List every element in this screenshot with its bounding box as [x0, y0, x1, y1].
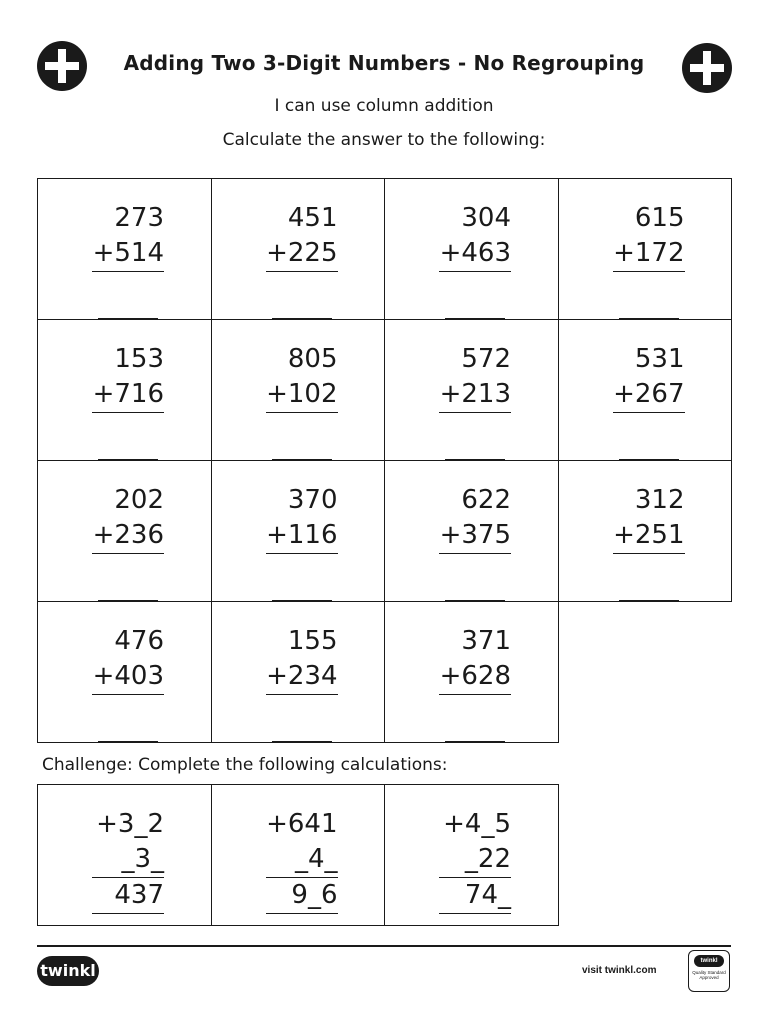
addend-top: 304	[461, 203, 511, 233]
addend-top: 202	[114, 485, 164, 515]
answer-line[interactable]	[98, 554, 158, 601]
problem-cell	[211, 320, 385, 461]
addend-bottom: +628	[439, 659, 511, 695]
challenge-middle[interactable]: _3_	[92, 842, 164, 878]
answer-line[interactable]	[98, 413, 158, 460]
problem-cell	[558, 461, 732, 602]
problem-cell	[38, 179, 212, 320]
addend-bottom: +463	[439, 236, 511, 272]
answer-line[interactable]	[272, 413, 332, 460]
twinkl-logo[interactable]: twinkl	[37, 956, 99, 986]
addend-top: 273	[114, 203, 164, 233]
problem-cell	[385, 461, 559, 602]
addend-top: 615	[634, 203, 685, 233]
answer-line[interactable]	[445, 272, 505, 319]
answer-line[interactable]	[272, 554, 332, 601]
addend-top: 451	[287, 203, 338, 233]
problem-cell	[211, 179, 385, 320]
addend-top: 531	[634, 344, 685, 374]
answer-line[interactable]	[272, 695, 332, 742]
quality-badge-icon	[688, 950, 730, 992]
problem-cell	[385, 602, 559, 743]
problem-cell	[38, 461, 212, 602]
addend-bottom: +172	[613, 236, 685, 272]
visit-link[interactable]: visit twinkl.com	[582, 965, 657, 976]
addend-top: 155	[287, 626, 338, 656]
challenge-cell	[385, 785, 559, 926]
addend-bottom: +213	[439, 377, 511, 413]
addend-top: 476	[114, 626, 164, 656]
answer-line[interactable]	[272, 272, 332, 319]
addend-bottom: +251	[613, 518, 685, 554]
answer-line[interactable]	[98, 695, 158, 742]
challenge-cell	[211, 785, 385, 926]
page-title: Adding Two 3-Digit Numbers - No Regrouping	[123, 51, 645, 75]
problem-cell	[558, 179, 732, 320]
instruction-text: Calculate the answer to the following:	[222, 130, 546, 150]
challenge-result[interactable]: 437	[92, 878, 164, 914]
challenge-result[interactable]: 74_	[439, 878, 511, 914]
addend-top: 805	[287, 344, 338, 374]
challenge-top[interactable]: +3_2	[96, 809, 164, 839]
addend-top: 312	[634, 485, 685, 515]
addend-bottom: +236	[92, 518, 164, 554]
addend-top: 572	[461, 344, 511, 374]
addend-bottom: +116	[266, 518, 338, 554]
addend-bottom: +225	[266, 236, 338, 272]
addend-top: 153	[114, 344, 164, 374]
addend-bottom: +267	[613, 377, 685, 413]
addend-bottom: +375	[439, 518, 511, 554]
badge-logo: twinkl	[694, 955, 724, 967]
answer-line[interactable]	[445, 413, 505, 460]
answer-line[interactable]	[619, 272, 679, 319]
challenge-top[interactable]: +4_5	[443, 809, 511, 839]
challenge-middle[interactable]: _22	[439, 842, 511, 878]
challenge-result[interactable]: 9_6	[266, 878, 338, 914]
problem-cell	[211, 602, 385, 743]
challenge-middle[interactable]: _4_	[266, 842, 338, 878]
learning-objective: I can use column addition	[274, 96, 494, 116]
problem-grid	[37, 178, 732, 743]
answer-line[interactable]	[445, 695, 505, 742]
challenge-top[interactable]: +641	[266, 809, 338, 839]
empty-cell	[558, 602, 732, 743]
addend-bottom: +716	[92, 377, 164, 413]
addend-top: 371	[461, 626, 511, 656]
footer-divider	[37, 945, 731, 947]
problem-cell	[558, 320, 732, 461]
answer-line[interactable]	[445, 554, 505, 601]
answer-line[interactable]	[619, 554, 679, 601]
challenge-label: Challenge: Complete the following calculations:	[42, 755, 448, 775]
addend-top: 622	[461, 485, 511, 515]
challenge-grid	[37, 784, 559, 926]
answer-line[interactable]	[619, 413, 679, 460]
answer-line[interactable]	[98, 272, 158, 319]
addend-top: 370	[287, 485, 338, 515]
problem-cell	[38, 320, 212, 461]
problem-cell	[38, 602, 212, 743]
challenge-cell	[38, 785, 212, 926]
addend-bottom: +102	[266, 377, 338, 413]
problem-cell	[211, 461, 385, 602]
addend-bottom: +514	[92, 236, 164, 272]
addend-bottom: +403	[92, 659, 164, 695]
problem-cell	[385, 179, 559, 320]
addend-bottom: +234	[266, 659, 338, 695]
problem-cell	[385, 320, 559, 461]
badge-caption: Quality Standard Approved	[692, 970, 726, 980]
